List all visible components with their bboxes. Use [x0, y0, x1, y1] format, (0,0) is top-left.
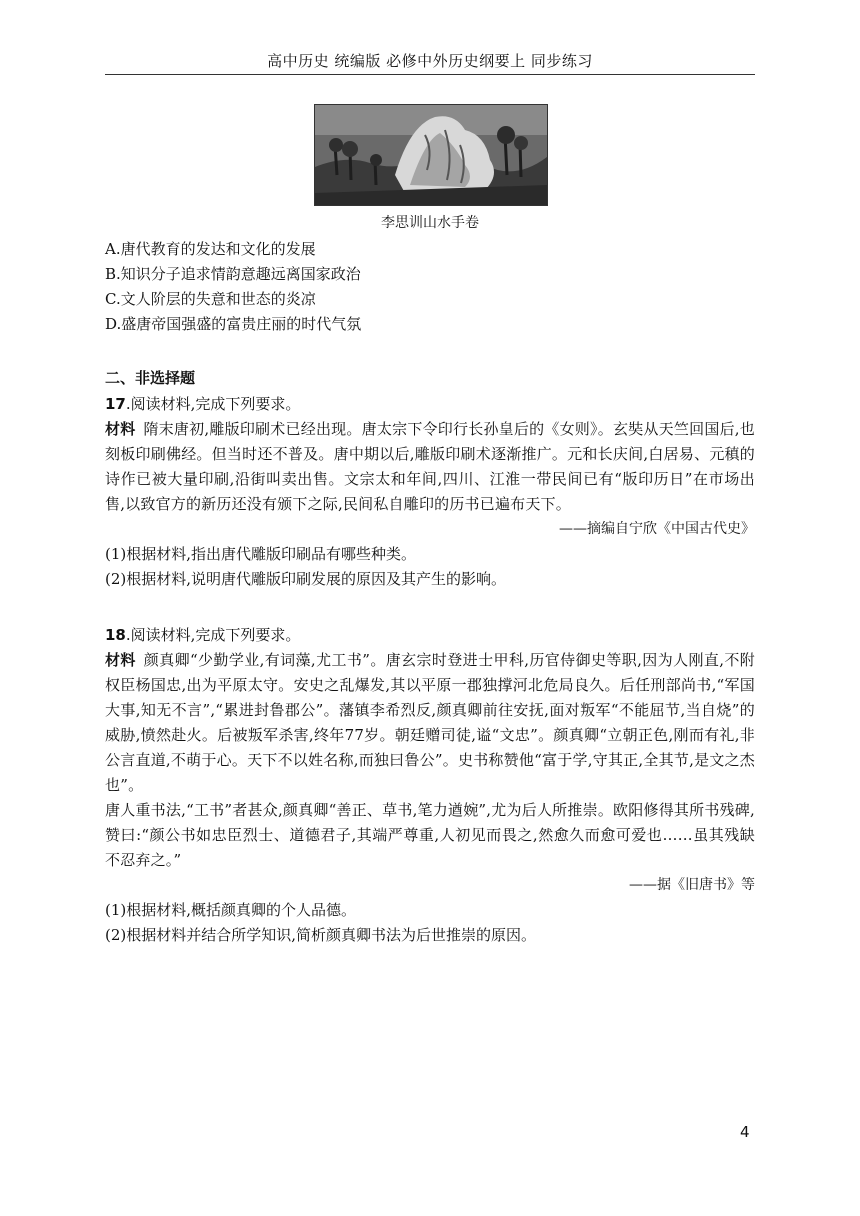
- question-18-text: .阅读材料,完成下列要求。: [125, 626, 301, 644]
- question-17: [105, 392, 755, 592]
- question-17-number: 17: [105, 395, 126, 413]
- question-18-stem: [105, 623, 755, 648]
- page-header: 高中历史 统编版 必修中外历史纲要上 同步练习: [267, 52, 593, 70]
- landscape-painting-image: [314, 104, 548, 206]
- question-17-material: [105, 417, 755, 517]
- material-label: 材料: [105, 420, 136, 438]
- option-c: C.文人阶层的失意和世态的炎凉: [105, 290, 316, 308]
- question-17-stem: [105, 392, 755, 417]
- section-title: 二、非选择题: [105, 369, 196, 387]
- material-text: 颜真卿“少勤学业,有词藻,尤工书”。唐玄宗时登进士甲科,历官侍御史等职,因为人刚直,不附权臣杨国忠,出为平原太守。安史之乱爆发,其以平原一郡独撑河北危局良久。后任刑部尚书,“军国大事,知无不言”,“累进封鲁郡公”。藩镇李希烈反,颜真卿前往安抚,面对叛军“不能屈节,当自烧”的威胁,愤然赴火。后被叛军杀害,终年77岁。朝廷赠司徒,谥“文忠”。颜真卿“立朝正色,刚而有礼,非公言直道,不萌于心。天下不以姓名称,而独曰鲁公”。史书称赞他“富于学,守其正,全其节,是文之杰也”。: [105, 651, 756, 794]
- question-18-number: 18: [105, 626, 126, 644]
- question-17-sub2: (2)根据材料,说明唐代雕版印刷发展的原因及其产生的影响。: [105, 570, 507, 588]
- question-17-source: ——摘编自宁欣《中国古代史》: [559, 521, 755, 537]
- material-label: 材料: [105, 651, 136, 669]
- question-18-sub1: (1)根据材料,概括颜真卿的个人品德。: [105, 901, 357, 919]
- question-18-sub2: (2)根据材料并结合所学知识,简析颜真卿书法为后世推崇的原因。: [105, 926, 537, 944]
- page-number: 4: [740, 1123, 750, 1141]
- option-d: D.盛唐帝国强盛的富贵庄丽的时代气氛: [105, 315, 362, 333]
- question-17-sub1: (1)根据材料,指出唐代雕版印刷品有哪些种类。: [105, 545, 417, 563]
- header-divider: [105, 74, 755, 75]
- question-18-material-1: [105, 648, 755, 798]
- answer-options: [105, 237, 755, 337]
- option-b: B.知识分子追求情韵意趣远离国家政治: [105, 265, 361, 283]
- material-text: 隋末唐初,雕版印刷术已经出现。唐太宗下令印行长孙皇后的《女则》。玄奘从天竺回国后,也刻板印刷佛经。但当时还不普及。唐中期以后,雕版印刷术逐渐推广。元和长庆间,白居易、元稹的诗作已被大量印刷,沿街叫卖出售。文宗太和年间,四川、江淮一带民间已有“版印历日”在市场出售,以致官方的新历还没有颁下之际,民间私自雕印的历书已遍布天下。: [105, 420, 755, 513]
- question-18-source: ——据《旧唐书》等: [629, 877, 755, 893]
- question-18-material-2: 唐人重书法,“工书”者甚众,颜真卿“善正、草书,笔力遒婉”,尤为后人所推崇。欧阳修得其所书残碑,赞曰:“颜公书如忠臣烈士、道德君子,其端严尊重,人初见而畏之,然愈久而愈可爱也……虽其残缺不忍弃之。”: [105, 801, 755, 869]
- question-17-text: .阅读材料,完成下列要求。: [125, 395, 301, 413]
- figure-caption: 李思训山水手卷: [381, 215, 479, 231]
- option-a: A.唐代教育的发达和文化的发展: [105, 240, 316, 258]
- question-18: [105, 623, 755, 948]
